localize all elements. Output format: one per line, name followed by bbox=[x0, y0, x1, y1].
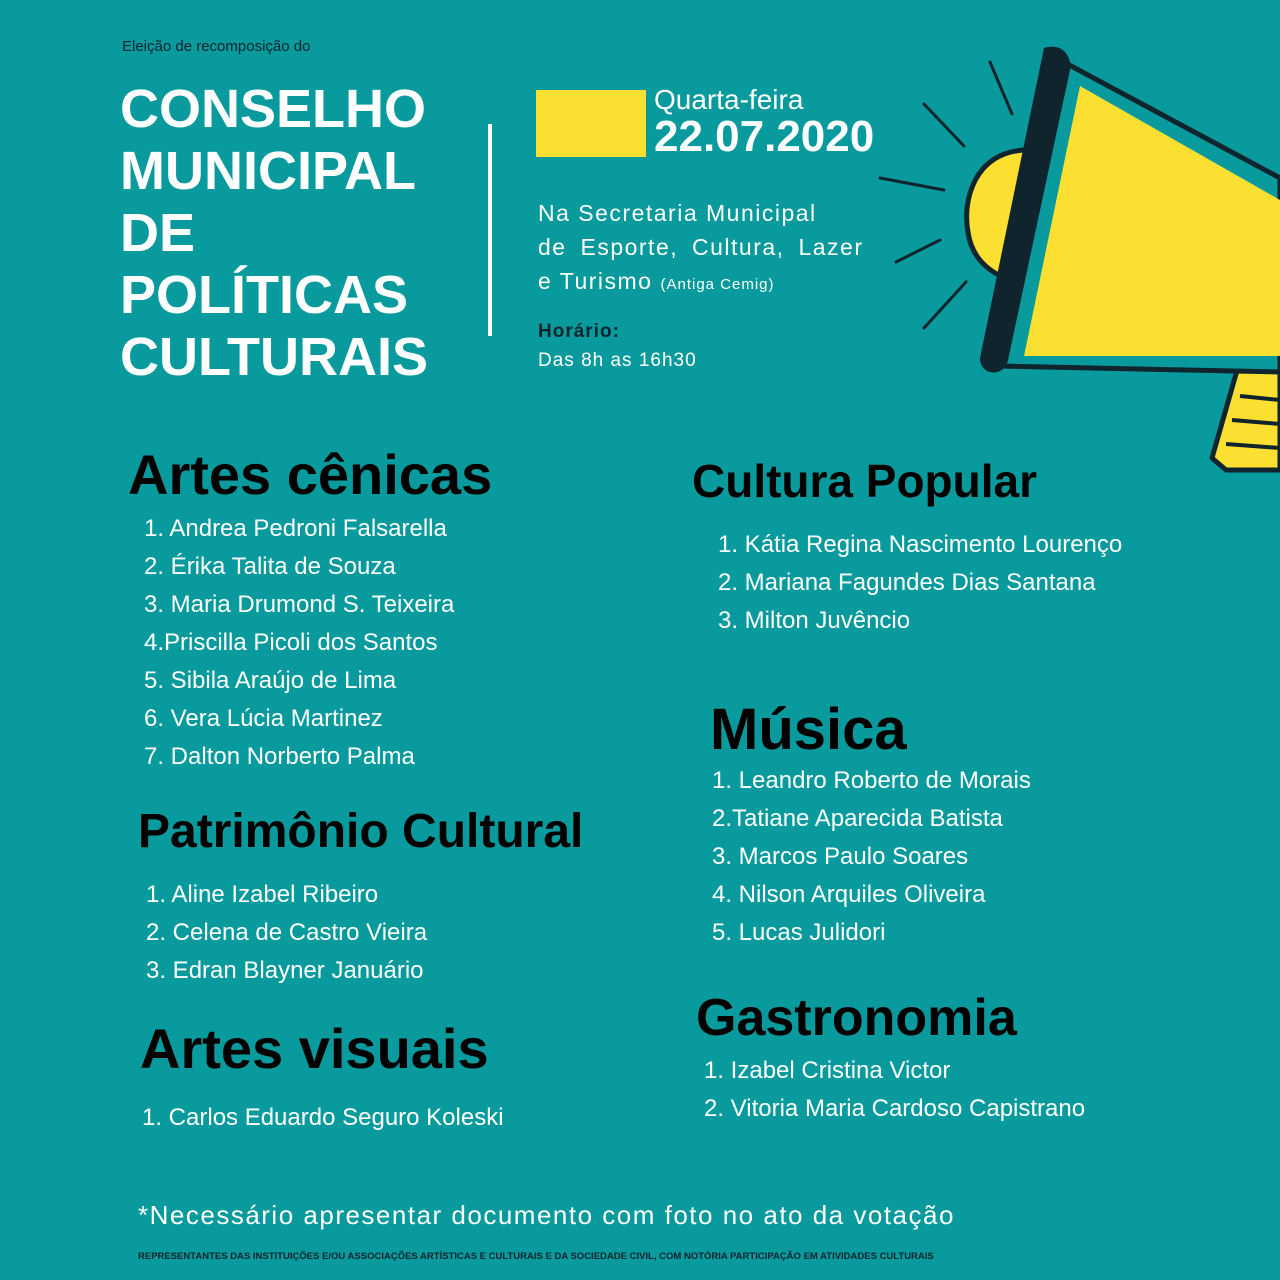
section-title-gastronomia: Gastronomia bbox=[696, 989, 1017, 1047]
venue-line: Na Secretaria Municipal bbox=[538, 200, 817, 226]
hours-label: Horário: bbox=[538, 321, 620, 342]
list-item: 5. Lucas Julidori bbox=[712, 919, 886, 946]
venue-line: e Turismo bbox=[538, 268, 653, 294]
list-item: 7. Dalton Norberto Palma bbox=[144, 743, 415, 770]
venue-line: de Esporte, Cultura, Lazer bbox=[538, 234, 864, 260]
hours-value: Das 8h as 16h30 bbox=[538, 350, 697, 371]
event-date: 22.07.2020 bbox=[654, 112, 875, 161]
list-item: 2. Érika Talita de Souza bbox=[144, 553, 396, 580]
title-line: CULTURAIS bbox=[120, 327, 428, 387]
list-item: 1. Aline Izabel Ribeiro bbox=[146, 881, 379, 908]
kicker-text: Eleição de recomposição do bbox=[122, 38, 311, 55]
list-item: 1. Kátia Regina Nascimento Lourenço bbox=[718, 531, 1123, 558]
list-item: 1. Carlos Eduardo Seguro Koleski bbox=[142, 1104, 504, 1131]
eligibility-disclaimer: REPRESENTANTES DAS INSTITUIÇÕES E/OU ASSOCIAÇÕES ARTÍSTICAS E CULTURAIS E DA SOCIEDADE CIVIL, COM NOTÓRIA PARTICIPAÇÃO EM ATIVIDADES CULTURAIS bbox=[138, 1251, 934, 1262]
divider-line bbox=[488, 124, 492, 336]
title-line: CONSELHO bbox=[120, 79, 427, 139]
artes-visuais-list bbox=[142, 1099, 504, 1137]
list-item: 2.Tatiane Aparecida Batista bbox=[712, 805, 1003, 832]
title-line: POLÍTICAS bbox=[120, 265, 409, 325]
cultura-popular-list bbox=[718, 526, 1122, 640]
list-item: 4. Nilson Arquiles Oliveira bbox=[712, 881, 986, 908]
gastronomia-list bbox=[704, 1052, 1085, 1128]
title-line: DE bbox=[120, 203, 196, 263]
patrimonio-cultural-list bbox=[146, 876, 427, 990]
section-title-patrimonio-cultural: Patrimônio Cultural bbox=[138, 805, 584, 858]
list-item: 3. Maria Drumond S. Teixeira bbox=[144, 591, 455, 618]
section-title-musica: Música bbox=[710, 697, 907, 762]
page-title bbox=[120, 78, 520, 388]
list-item: 1. Izabel Cristina Victor bbox=[704, 1057, 951, 1084]
list-item: 2. Celena de Castro Vieira bbox=[146, 919, 428, 946]
list-item: 4.Priscilla Picoli dos Santos bbox=[144, 629, 438, 656]
musica-list bbox=[712, 762, 1031, 952]
list-item: 2. Mariana Fagundes Dias Santana bbox=[718, 569, 1096, 596]
list-item: 3. Edran Blayner Januário bbox=[146, 957, 424, 984]
date-highlight-box bbox=[536, 90, 646, 157]
document-requirement-note: *Necessário apresentar documento com foto no ato da votação bbox=[138, 1200, 955, 1230]
section-title-artes-cenicas: Artes cênicas bbox=[128, 443, 493, 506]
artes-cenicas-list bbox=[144, 510, 454, 776]
megaphone-icon bbox=[860, 30, 1280, 500]
event-weekday: Quarta-feira bbox=[654, 84, 804, 115]
list-item: 1. Andrea Pedroni Falsarella bbox=[144, 515, 447, 542]
list-item: 3. Marcos Paulo Soares bbox=[712, 843, 969, 870]
list-item: 2. Vitoria Maria Cardoso Capistrano bbox=[704, 1095, 1086, 1122]
section-title-artes-visuais: Artes visuais bbox=[140, 1017, 489, 1080]
title-line: MUNICIPAL bbox=[120, 141, 416, 201]
venue-note: (Antiga Cemig) bbox=[660, 276, 775, 293]
list-item: 3. Milton Juvêncio bbox=[718, 607, 911, 634]
list-item: 1. Leandro Roberto de Morais bbox=[712, 767, 1031, 794]
list-item: 6. Vera Lúcia Martinez bbox=[144, 705, 383, 732]
section-title-cultura-popular: Cultura Popular bbox=[692, 455, 1038, 507]
list-item: 5. Sibila Araújo de Lima bbox=[144, 667, 397, 694]
